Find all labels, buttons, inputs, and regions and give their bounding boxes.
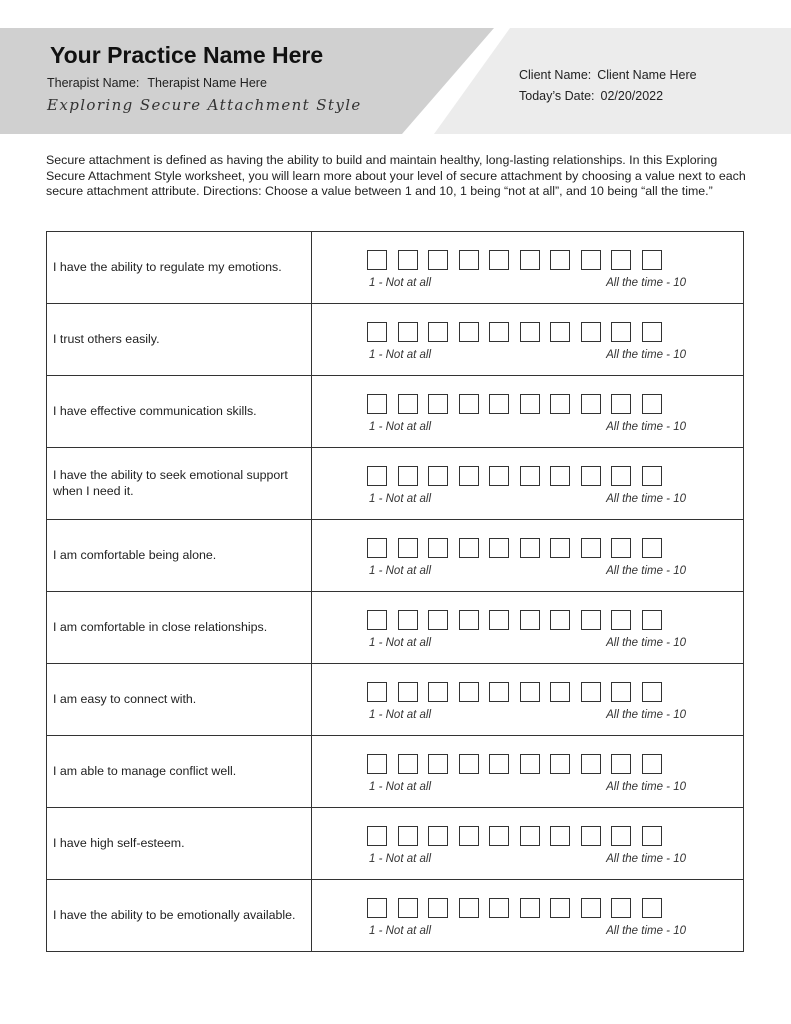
scale-high-label: All the time - 10	[606, 781, 686, 793]
rating-checkbox-5[interactable]	[489, 250, 509, 270]
rating-scale	[312, 592, 744, 664]
rating-scale	[312, 376, 744, 448]
rating-checkbox-10[interactable]	[642, 394, 662, 414]
rating-checkbox-9[interactable]	[611, 754, 631, 774]
rating-checkbox-3[interactable]	[428, 466, 448, 486]
client-row	[519, 68, 697, 82]
rating-checkbox-6[interactable]	[520, 898, 540, 918]
table-row	[47, 664, 744, 736]
rating-checkbox-3[interactable]	[428, 250, 448, 270]
worksheet-title: Exploring Secure Attachment Style	[47, 96, 362, 114]
rating-checkbox-3[interactable]	[428, 322, 448, 342]
scale-low-label: 1 - Not at all	[369, 421, 431, 433]
rating-checkbox-8[interactable]	[581, 394, 601, 414]
rating-checkbox-6[interactable]	[520, 322, 540, 342]
rating-checkbox-8[interactable]	[581, 250, 601, 270]
statement-text: I have the ability to be emotionally available.	[47, 880, 312, 952]
table-row	[47, 880, 744, 952]
scale-low-label: 1 - Not at all	[369, 637, 431, 649]
rating-checkbox-3[interactable]	[428, 394, 448, 414]
scale-high-label: All the time - 10	[606, 349, 686, 361]
rating-checkbox-6[interactable]	[520, 394, 540, 414]
scale-high-label: All the time - 10	[606, 565, 686, 577]
rating-checkbox-6[interactable]	[520, 466, 540, 486]
rating-checkbox-1[interactable]	[367, 394, 387, 414]
rating-scale	[312, 808, 744, 880]
rating-checkbox-5[interactable]	[489, 538, 509, 558]
rating-checkbox-1[interactable]	[367, 322, 387, 342]
rating-checkbox-2[interactable]	[398, 466, 418, 486]
rating-checkbox-9[interactable]	[611, 898, 631, 918]
scale-high-label: All the time - 10	[606, 853, 686, 865]
rating-checkbox-8[interactable]	[581, 466, 601, 486]
statement-text: I am easy to connect with.	[47, 664, 312, 736]
scale-high-label: All the time - 10	[606, 637, 686, 649]
rating-checkbox-5[interactable]	[489, 682, 509, 702]
rating-checkbox-9[interactable]	[611, 682, 631, 702]
rating-checkbox-3[interactable]	[428, 538, 448, 558]
scale-low-label: 1 - Not at all	[369, 781, 431, 793]
rating-checkbox-10[interactable]	[642, 250, 662, 270]
rating-checkbox-5[interactable]	[489, 898, 509, 918]
rating-checkbox-8[interactable]	[581, 322, 601, 342]
table-row	[47, 448, 744, 520]
rating-checkbox-4[interactable]	[459, 250, 479, 270]
rating-checkbox-4[interactable]	[459, 394, 479, 414]
client-label: Client Name:	[519, 68, 592, 82]
rating-checkbox-7[interactable]	[550, 610, 570, 630]
rating-checkboxes	[367, 538, 662, 558]
rating-checkbox-9[interactable]	[611, 394, 631, 414]
rating-checkbox-9[interactable]	[611, 250, 631, 270]
rating-checkbox-7[interactable]	[550, 754, 570, 774]
rating-checkbox-2[interactable]	[398, 394, 418, 414]
table-row	[47, 808, 744, 880]
rating-checkbox-2[interactable]	[398, 754, 418, 774]
rating-checkbox-8[interactable]	[581, 754, 601, 774]
rating-scale	[312, 304, 744, 376]
rating-scale	[312, 880, 744, 952]
rating-checkbox-10[interactable]	[642, 322, 662, 342]
rating-checkbox-10[interactable]	[642, 754, 662, 774]
statement-text: I trust others easily.	[47, 304, 312, 376]
date-row	[519, 89, 663, 103]
rating-checkbox-5[interactable]	[489, 610, 509, 630]
rating-checkbox-7[interactable]	[550, 466, 570, 486]
rating-checkbox-2[interactable]	[398, 682, 418, 702]
rating-checkbox-7[interactable]	[550, 826, 570, 846]
rating-table	[46, 231, 744, 952]
table-row	[47, 232, 744, 304]
rating-checkbox-7[interactable]	[550, 898, 570, 918]
statement-text: I am comfortable being alone.	[47, 520, 312, 592]
table-row	[47, 376, 744, 448]
rating-checkbox-9[interactable]	[611, 466, 631, 486]
rating-checkbox-3[interactable]	[428, 610, 448, 630]
scale-low-label: 1 - Not at all	[369, 853, 431, 865]
rating-checkbox-7[interactable]	[550, 394, 570, 414]
rating-checkbox-4[interactable]	[459, 754, 479, 774]
scale-low-label: 1 - Not at all	[369, 277, 431, 289]
rating-checkbox-9[interactable]	[611, 610, 631, 630]
rating-checkbox-7[interactable]	[550, 538, 570, 558]
rating-checkboxes	[367, 250, 662, 270]
rating-checkbox-6[interactable]	[520, 826, 540, 846]
rating-checkboxes	[367, 898, 662, 918]
table-row	[47, 304, 744, 376]
rating-checkbox-7[interactable]	[550, 250, 570, 270]
rating-checkbox-8[interactable]	[581, 682, 601, 702]
rating-scale	[312, 664, 744, 736]
rating-checkbox-6[interactable]	[520, 754, 540, 774]
rating-checkboxes	[367, 394, 662, 414]
rating-checkbox-10[interactable]	[642, 826, 662, 846]
table-row	[47, 736, 744, 808]
rating-checkbox-9[interactable]	[611, 538, 631, 558]
rating-checkbox-4[interactable]	[459, 898, 479, 918]
rating-checkboxes	[367, 754, 662, 774]
rating-checkboxes	[367, 466, 662, 486]
rating-checkbox-2[interactable]	[398, 322, 418, 342]
rating-scale	[312, 520, 744, 592]
scale-low-label: 1 - Not at all	[369, 925, 431, 937]
rating-checkbox-4[interactable]	[459, 682, 479, 702]
statement-text: I am comfortable in close relationships.	[47, 592, 312, 664]
rating-checkbox-1[interactable]	[367, 538, 387, 558]
scale-low-label: 1 - Not at all	[369, 709, 431, 721]
rating-checkbox-5[interactable]	[489, 322, 509, 342]
rating-checkbox-9[interactable]	[611, 826, 631, 846]
rating-checkbox-6[interactable]	[520, 250, 540, 270]
scale-high-label: All the time - 10	[606, 277, 686, 289]
rating-checkbox-4[interactable]	[459, 826, 479, 846]
rating-checkbox-2[interactable]	[398, 898, 418, 918]
rating-checkbox-1[interactable]	[367, 610, 387, 630]
rating-checkbox-10[interactable]	[642, 898, 662, 918]
scale-low-label: 1 - Not at all	[369, 493, 431, 505]
rating-checkbox-4[interactable]	[459, 538, 479, 558]
rating-checkboxes	[367, 682, 662, 702]
rating-checkbox-6[interactable]	[520, 610, 540, 630]
intro-paragraph: Secure attachment is defined as having the ability to build and maintain healthy, long-lasting relationships. In this Exploring Secure Attachment Style worksheet, you will learn more about your level of secure attachment by choosing a value next to each secure attachment attribute. Directions: Choose a value between 1 and 10, 1 being “not at all”, and 10 being “all the time.”	[46, 153, 746, 199]
rating-checkbox-10[interactable]	[642, 466, 662, 486]
scale-low-label: 1 - Not at all	[369, 349, 431, 361]
rating-checkbox-5[interactable]	[489, 466, 509, 486]
rating-checkboxes	[367, 322, 662, 342]
therapist-label: Therapist Name:	[47, 76, 140, 90]
therapist-row	[47, 76, 267, 90]
rating-checkbox-7[interactable]	[550, 682, 570, 702]
rating-checkbox-2[interactable]	[398, 250, 418, 270]
rating-checkbox-4[interactable]	[459, 610, 479, 630]
rating-checkbox-10[interactable]	[642, 610, 662, 630]
rating-checkbox-3[interactable]	[428, 898, 448, 918]
practice-name: Your Practice Name Here	[50, 42, 324, 68]
rating-checkbox-10[interactable]	[642, 538, 662, 558]
rating-checkbox-5[interactable]	[489, 826, 509, 846]
rating-checkbox-2[interactable]	[398, 826, 418, 846]
rating-checkbox-7[interactable]	[550, 322, 570, 342]
rating-checkbox-6[interactable]	[520, 538, 540, 558]
rating-checkbox-3[interactable]	[428, 826, 448, 846]
rating-checkbox-8[interactable]	[581, 826, 601, 846]
date-label: Today’s Date:	[519, 89, 595, 103]
rating-checkbox-8[interactable]	[581, 610, 601, 630]
rating-checkbox-8[interactable]	[581, 538, 601, 558]
rating-scale	[312, 232, 744, 304]
statement-text: I have high self-esteem.	[47, 808, 312, 880]
statement-text: I have the ability to seek emotional support when I need it.	[47, 448, 312, 520]
scale-high-label: All the time - 10	[606, 709, 686, 721]
rating-checkbox-9[interactable]	[611, 322, 631, 342]
statement-text: I am able to manage conflict well.	[47, 736, 312, 808]
rating-checkbox-6[interactable]	[520, 682, 540, 702]
rating-checkbox-1[interactable]	[367, 682, 387, 702]
rating-checkboxes	[367, 826, 662, 846]
client-name-field[interactable]: Client Name Here	[597, 68, 697, 82]
statement-text: I have effective communication skills.	[47, 376, 312, 448]
table-row	[47, 520, 744, 592]
rating-checkbox-1[interactable]	[367, 754, 387, 774]
scale-low-label: 1 - Not at all	[369, 565, 431, 577]
rating-checkbox-5[interactable]	[489, 394, 509, 414]
rating-checkbox-8[interactable]	[581, 898, 601, 918]
scale-high-label: All the time - 10	[606, 421, 686, 433]
statement-text: I have the ability to regulate my emotions.	[47, 232, 312, 304]
rating-checkbox-2[interactable]	[398, 610, 418, 630]
date-field[interactable]: 02/20/2022	[600, 89, 664, 103]
rating-checkbox-1[interactable]	[367, 826, 387, 846]
table-row	[47, 592, 744, 664]
rating-checkbox-3[interactable]	[428, 754, 448, 774]
rating-scale	[312, 736, 744, 808]
rating-checkbox-10[interactable]	[642, 682, 662, 702]
rating-checkbox-1[interactable]	[367, 466, 387, 486]
scale-high-label: All the time - 10	[606, 493, 686, 505]
scale-high-label: All the time - 10	[606, 925, 686, 937]
rating-checkbox-2[interactable]	[398, 538, 418, 558]
rating-checkbox-3[interactable]	[428, 682, 448, 702]
rating-scale	[312, 448, 744, 520]
rating-checkbox-4[interactable]	[459, 466, 479, 486]
therapist-name-field[interactable]: Therapist Name Here	[147, 76, 267, 90]
rating-checkboxes	[367, 610, 662, 630]
rating-checkbox-1[interactable]	[367, 250, 387, 270]
rating-checkbox-4[interactable]	[459, 322, 479, 342]
rating-checkbox-5[interactable]	[489, 754, 509, 774]
rating-checkbox-1[interactable]	[367, 898, 387, 918]
